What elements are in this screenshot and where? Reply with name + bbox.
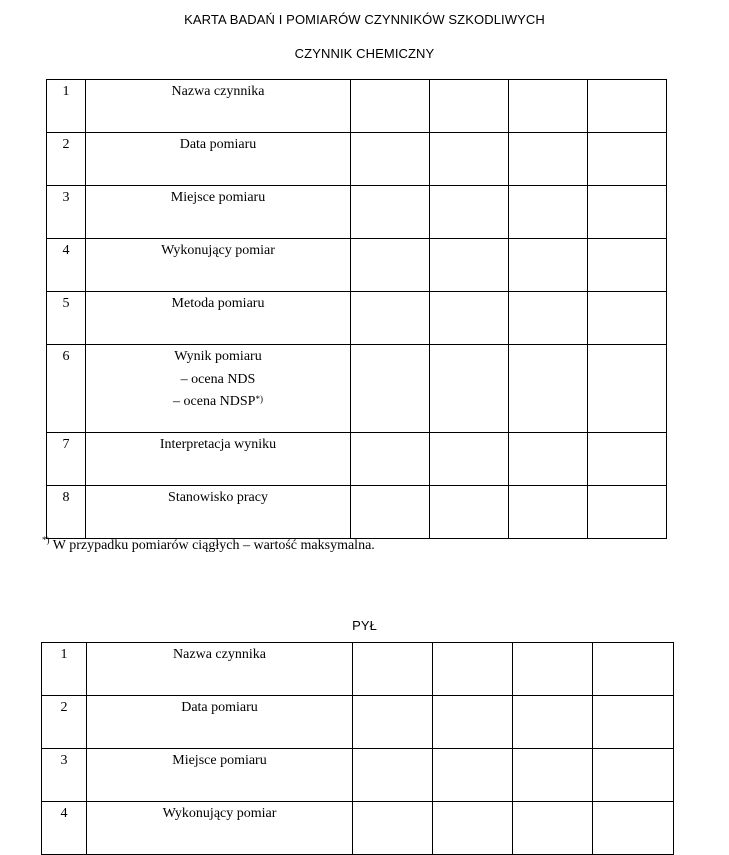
measurement-cell[interactable]	[509, 80, 588, 133]
dust-section-heading: PYŁ	[352, 618, 377, 633]
table-row	[47, 133, 667, 186]
footnote-marker: *)	[255, 394, 263, 404]
measurement-cell[interactable]	[430, 80, 509, 133]
measurement-cell[interactable]	[430, 239, 509, 292]
measurement-cell[interactable]	[351, 292, 430, 345]
measurement-cell[interactable]	[588, 292, 667, 345]
measurement-cell[interactable]	[509, 345, 588, 433]
footnote	[42, 535, 375, 554]
measurement-cell[interactable]	[433, 749, 513, 802]
measurement-cell[interactable]	[509, 186, 588, 239]
measurement-cell[interactable]	[509, 486, 588, 539]
table-row	[47, 486, 667, 539]
measurement-cell[interactable]	[353, 749, 433, 802]
measurement-cell[interactable]	[351, 133, 430, 186]
row-number: 3	[42, 749, 87, 802]
measurement-cell[interactable]	[509, 433, 588, 486]
row-label: Nazwa czynnika	[87, 643, 353, 696]
measurement-cell[interactable]	[351, 345, 430, 433]
measurement-cell[interactable]	[351, 486, 430, 539]
row-number: 5	[47, 292, 86, 345]
row-label: Interpretacja wyniku	[86, 433, 351, 486]
measurement-cell[interactable]	[430, 186, 509, 239]
row-label: Stanowisko pracy	[86, 486, 351, 539]
row-label: Data pomiaru	[86, 133, 351, 186]
measurement-cell[interactable]	[513, 643, 593, 696]
row-label: Nazwa czynnika	[86, 80, 351, 133]
measurement-cell[interactable]	[353, 802, 433, 855]
row-label: Wykonujący pomiar	[86, 239, 351, 292]
measurement-cell[interactable]	[430, 292, 509, 345]
row-label: Metoda pomiaru	[86, 292, 351, 345]
table-row	[42, 802, 674, 855]
measurement-cell[interactable]	[353, 643, 433, 696]
row-number: 6	[47, 345, 86, 433]
row-number: 8	[47, 486, 86, 539]
measurement-cell[interactable]	[430, 133, 509, 186]
footnote-mark: *)	[42, 535, 50, 545]
row-number: 2	[47, 133, 86, 186]
measurement-cell[interactable]	[513, 696, 593, 749]
measurement-cell[interactable]	[509, 292, 588, 345]
table-row	[47, 345, 667, 433]
row-number: 1	[47, 80, 86, 133]
measurement-cell[interactable]	[430, 345, 509, 433]
measurement-cell[interactable]	[509, 133, 588, 186]
measurement-cell[interactable]	[351, 239, 430, 292]
row-label: Data pomiaru	[87, 696, 353, 749]
table-row	[47, 433, 667, 486]
row-number: 3	[47, 186, 86, 239]
table-row	[42, 643, 674, 696]
row-label: Wykonujący pomiar	[87, 802, 353, 855]
measurement-cell[interactable]	[588, 239, 667, 292]
measurement-cell[interactable]	[430, 486, 509, 539]
measurement-cell[interactable]	[593, 749, 674, 802]
table-row	[47, 239, 667, 292]
row-number: 7	[47, 433, 86, 486]
measurement-cell[interactable]	[430, 433, 509, 486]
measurement-cell[interactable]	[588, 433, 667, 486]
row-number: 1	[42, 643, 87, 696]
row-number: 2	[42, 696, 87, 749]
measurement-cell[interactable]	[588, 486, 667, 539]
table-row	[42, 696, 674, 749]
result-label: Wynik pomiaru	[174, 349, 262, 364]
measurement-cell[interactable]	[353, 696, 433, 749]
measurement-cell[interactable]	[509, 239, 588, 292]
row-label: Miejsce pomiaru	[87, 749, 353, 802]
measurement-cell[interactable]	[433, 802, 513, 855]
measurement-cell[interactable]	[593, 802, 674, 855]
measurement-cell[interactable]	[513, 749, 593, 802]
nds-label: – ocena NDS	[180, 372, 256, 387]
chemical-factor-table	[46, 79, 667, 539]
table-row	[47, 292, 667, 345]
table-row	[47, 80, 667, 133]
measurement-cell[interactable]	[593, 696, 674, 749]
measurement-cell[interactable]	[588, 133, 667, 186]
measurement-cell[interactable]	[588, 80, 667, 133]
measurement-cell[interactable]	[351, 80, 430, 133]
measurement-cell[interactable]	[513, 802, 593, 855]
table-row	[47, 186, 667, 239]
row-label: Miejsce pomiaru	[86, 186, 351, 239]
document-title: KARTA BADAŃ I POMIARÓW CZYNNIKÓW SZKODLIWYCH	[184, 12, 545, 27]
footnote-text: W przypadku pomiarów ciągłych – wartość maksymalna.	[49, 538, 375, 553]
measurement-cell[interactable]	[351, 186, 430, 239]
chemical-section-heading: CZYNNIK CHEMICZNY	[294, 46, 435, 61]
measurement-cell[interactable]	[351, 433, 430, 486]
measurement-cell[interactable]	[433, 696, 513, 749]
row-label	[86, 345, 351, 433]
row-number: 4	[47, 239, 86, 292]
dust-factor-table	[41, 642, 674, 855]
measurement-cell[interactable]	[433, 643, 513, 696]
measurement-cell[interactable]	[588, 345, 667, 433]
table-row	[42, 749, 674, 802]
measurement-cell[interactable]	[588, 186, 667, 239]
ndsp-label: – ocena NDSP	[173, 394, 256, 409]
measurement-cell[interactable]	[593, 643, 674, 696]
row-number: 4	[42, 802, 87, 855]
